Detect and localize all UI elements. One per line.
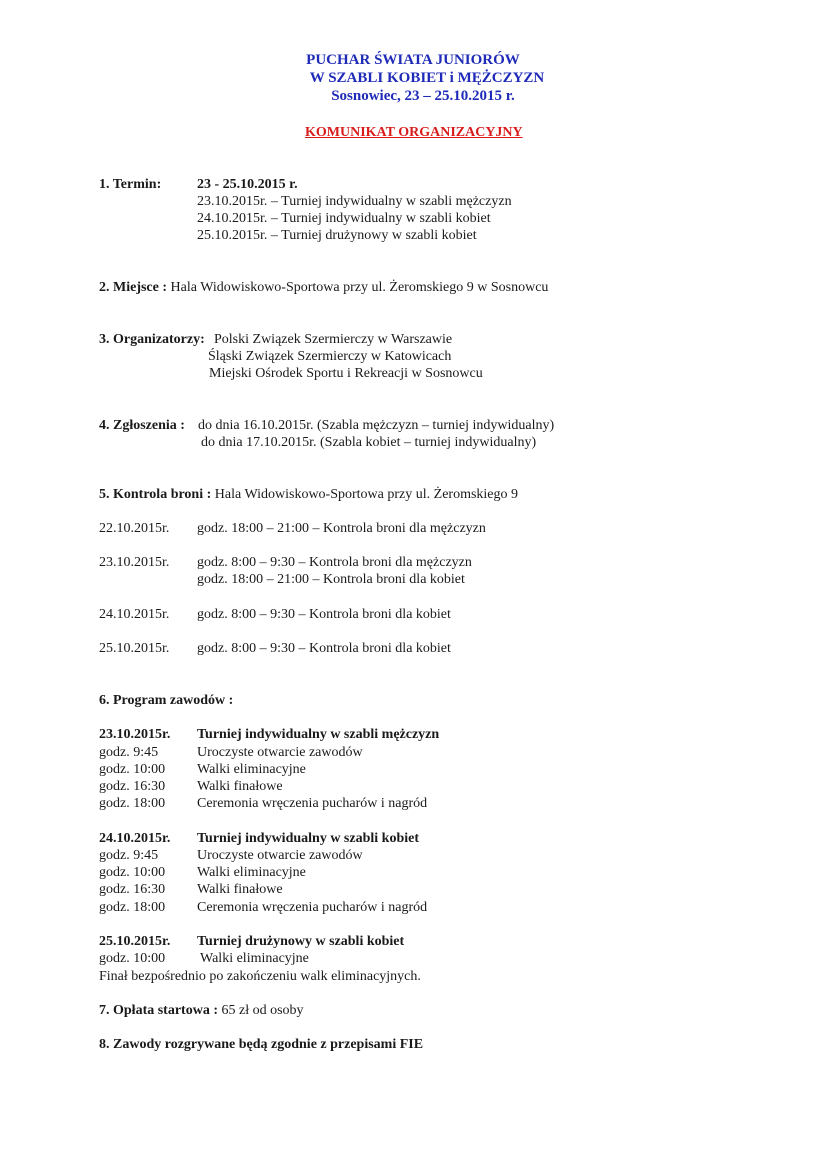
organizator-line: Polski Związek Szermierczy w Warszawie <box>214 332 453 347</box>
kontrola-line: godz. 18:00 – 21:00 – Kontrola broni dla kobiet <box>197 572 465 587</box>
program-note: Finał bezpośrednio po zakończeniu walk eliminacyjnych. <box>99 969 421 984</box>
header-title-line3: Sosnowiec, 23 – 25.10.2015 r. <box>331 88 515 104</box>
organizator-line: Śląski Związek Szermierczy w Katowicach <box>208 349 452 364</box>
komunikat-heading: KOMUNIKAT ORGANIZACYJNY <box>305 125 523 140</box>
termin-line: 24.10.2015r. – Turniej indywidualny w szabli kobiet <box>197 211 491 226</box>
program-desc: Walki eliminacyjne <box>197 865 306 880</box>
program-time: godz. 18:00 <box>99 900 166 915</box>
kontrola-date: 25.10.2015r. <box>99 641 170 656</box>
program-time: godz. 10:00 <box>99 762 166 777</box>
program-desc: Walki eliminacyjne <box>200 951 309 966</box>
program-desc: Ceremonia wręczenia pucharów i nagród <box>197 796 428 811</box>
program-desc: Walki finałowe <box>197 882 283 897</box>
program-time: godz. 10:00 <box>99 951 166 966</box>
kontrola-row <box>99 486 518 503</box>
przepisy-line: 8. Zawody rozgrywane będą zgodnie z przepisami FIE <box>99 1037 424 1052</box>
zgloszenia-line: do dnia 16.10.2015r. (Szabla mężczyzn – turniej indywidualny) <box>198 418 555 433</box>
program-time: godz. 18:00 <box>99 796 166 811</box>
program-time: godz. 16:30 <box>99 882 166 897</box>
organizator-line: Miejski Ośrodek Sportu i Rekreacji w Sosnowcu <box>209 366 483 381</box>
header-title-line1: PUCHAR ŚWIATA JUNIORÓW <box>306 52 520 68</box>
program-day-title: Turniej drużynowy w szabli kobiet <box>197 934 405 949</box>
oplata-text: 65 zł od osoby <box>221 1003 304 1018</box>
kontrola-text: Hala Widowiskowo-Sportowa przy ul. Żeromskiego 9 <box>214 487 519 502</box>
program-label: 6. Program zawodów : <box>99 693 234 708</box>
kontrola-line: godz. 8:00 – 9:30 – Kontrola broni dla mężczyzn <box>197 555 472 570</box>
zgloszenia-label: 4. Zgłoszenia : <box>99 418 185 433</box>
kontrola-label: 5. Kontrola broni : <box>99 487 212 502</box>
kontrola-date: 24.10.2015r. <box>99 607 170 622</box>
program-day-title: Turniej indywidualny w szabli kobiet <box>197 831 419 846</box>
miejsce-row <box>99 279 548 296</box>
program-time: godz. 16:30 <box>99 779 166 794</box>
program-day-date: 24.10.2015r. <box>99 831 171 846</box>
program-desc: Walki finałowe <box>197 779 283 794</box>
kontrola-line: godz. 8:00 – 9:30 – Kontrola broni dla kobiet <box>197 641 451 656</box>
program-day-date: 23.10.2015r. <box>99 727 171 742</box>
program-time: godz. 10:00 <box>99 865 166 880</box>
termin-line: 23.10.2015r. – Turniej indywidualny w szabli mężczyzn <box>197 194 512 209</box>
program-day-title: Turniej indywidualny w szabli mężczyzn <box>197 727 440 742</box>
program-time: godz. 9:45 <box>99 848 159 863</box>
termin-dates: 23 - 25.10.2015 r. <box>197 177 298 192</box>
oplata-row <box>99 1002 304 1019</box>
kontrola-line: godz. 8:00 – 9:30 – Kontrola broni dla kobiet <box>197 607 451 622</box>
organizatorzy-label: 3. Organizatorzy: <box>99 332 205 347</box>
program-desc: Uroczyste otwarcie zawodów <box>197 848 363 863</box>
header-title-line2: W SZABLI KOBIET i MĘŻCZYZN <box>309 70 545 86</box>
program-desc: Uroczyste otwarcie zawodów <box>197 745 363 760</box>
miejsce-label: 2. Miejsce : <box>99 280 168 295</box>
termin-line: 25.10.2015r. – Turniej drużynowy w szabli kobiet <box>197 228 477 243</box>
termin-label: 1. Termin: <box>99 177 162 192</box>
kontrola-line: godz. 18:00 – 21:00 – Kontrola broni dla mężczyzn <box>197 521 486 536</box>
kontrola-date: 22.10.2015r. <box>99 521 170 536</box>
program-day-date: 25.10.2015r. <box>99 934 171 949</box>
program-desc: Walki eliminacyjne <box>197 762 306 777</box>
zgloszenia-line: do dnia 17.10.2015r. (Szabla kobiet – turniej indywidualny) <box>201 435 537 450</box>
program-desc: Ceremonia wręczenia pucharów i nagród <box>197 900 428 915</box>
kontrola-date: 23.10.2015r. <box>99 555 170 570</box>
program-time: godz. 9:45 <box>99 745 159 760</box>
miejsce-text: Hala Widowiskowo-Sportowa przy ul. Żeromskiego 9 w Sosnowcu <box>170 280 549 295</box>
oplata-label: 7. Opłata startowa : <box>99 1003 218 1018</box>
